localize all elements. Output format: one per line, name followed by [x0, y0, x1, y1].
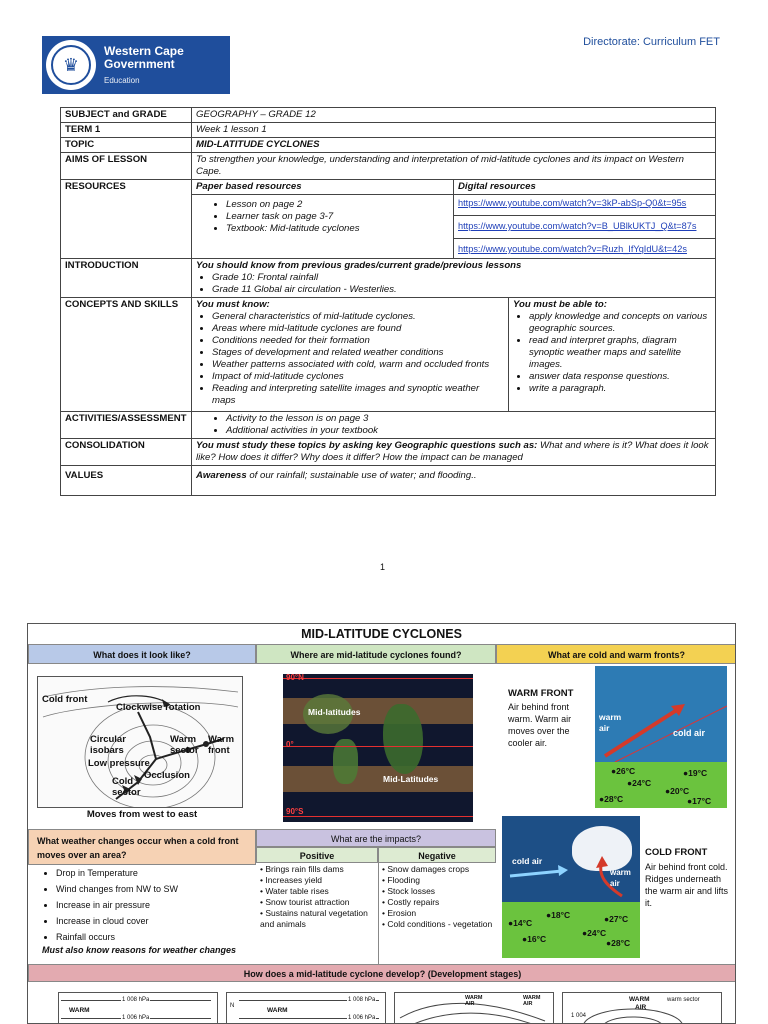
list-item: • Activity to the lesson is on page 3	[226, 413, 711, 425]
temp-reading: ●18°C	[546, 910, 571, 920]
must-able-heading: You must be able to:	[513, 299, 607, 310]
list-item: • Costly repairs	[382, 897, 440, 907]
list-item: • Stages of development and related weather conditions	[212, 347, 504, 359]
label-warm-front: Warm front	[208, 734, 235, 756]
isobar-label: 1 006 hPa	[121, 1013, 150, 1024]
air-label: WARM	[629, 996, 650, 1003]
values-bold: Awareness	[196, 470, 247, 481]
label-mid-latitudes-south: Mid-Latitudes	[383, 774, 439, 784]
aims-label: AIMS OF LESSON	[61, 153, 192, 180]
page-number: 1	[380, 562, 386, 572]
list-item: • Textbook: Mid-latitude cyclones	[226, 223, 449, 235]
coat-of-arms-icon: ♛	[46, 40, 96, 90]
question-weather-changes: What weather changes occur when a cold front moves over an area?	[28, 829, 256, 865]
values-label: VALUES	[61, 466, 192, 496]
temp-reading: ●20°C	[665, 786, 690, 796]
temp-reading: ●28°C	[606, 938, 631, 948]
topic-label: TOPIC	[61, 138, 192, 153]
list-item: • Grade 10: Frontal rainfall	[212, 272, 711, 284]
isobar-label: 1 004	[571, 1013, 587, 1019]
cold-air-label: cold air	[512, 856, 543, 866]
consolidation-text: What and where is it? What does it look like? How does it differ? Why does it differ? How the impact can be managed	[196, 440, 709, 463]
cold-front-heading: COLD FRONT	[645, 847, 708, 858]
table-row	[61, 466, 716, 496]
mid-latitude-band-south	[283, 766, 473, 792]
resources-label: RESOURCES	[61, 180, 192, 259]
list-item: • Increase in air pressure	[56, 897, 256, 913]
label-warm-sector: Warm sector	[170, 734, 199, 756]
consolidation-label: CONSOLIDATION	[61, 439, 192, 466]
weather-changes-list	[28, 865, 256, 945]
list-item: • Brings rain fills dams	[260, 864, 344, 874]
list-item: • Snow damages crops	[382, 864, 470, 874]
list-item: • Increase in cloud cover	[56, 913, 256, 929]
question-fronts: What are cold and warm fronts?	[496, 644, 736, 664]
digital-resources-header: Digital resources	[454, 180, 716, 195]
warm-front-diagram	[595, 666, 727, 808]
must-know-heading: You must know:	[196, 299, 270, 310]
consolidation-bold: You must study these topics by asking key Geographic questions such as:	[196, 440, 538, 451]
paper-resources-list	[192, 195, 454, 259]
list-item: • Water table rises	[260, 886, 329, 896]
warm-front-text: Air behind front warm. Warm air moves over the cooler air.	[508, 702, 572, 748]
weather-changes-note: Must also know reasons for weather changes	[42, 945, 237, 955]
table-row	[61, 108, 716, 123]
world-map-image	[283, 674, 473, 822]
temp-reading: ●24°C	[627, 778, 652, 788]
logo-line1: Western Cape	[104, 43, 184, 58]
table-row	[61, 298, 716, 412]
list-item: • Stock losses	[382, 886, 436, 896]
list-item: • Learner task on page 3-7	[226, 211, 449, 223]
cold-front-diagram	[502, 816, 640, 958]
list-item: • Lesson on page 2	[226, 199, 449, 211]
temp-reading: ●16°C	[522, 934, 547, 944]
values-text: of our rainfall; sustainable use of water; and flooding..	[246, 470, 477, 481]
temp-reading: ●26°C	[611, 766, 636, 776]
term-label: TERM 1	[61, 123, 192, 138]
question-look-like: What does it look like?	[28, 644, 256, 664]
list-item: • Snow tourist attraction	[260, 897, 350, 907]
activities-label: ACTIVITIES/ASSESSMENT	[61, 412, 192, 439]
synoptic-map	[37, 676, 243, 808]
positive-header: Positive	[256, 847, 378, 863]
list-item: • Flooding	[382, 875, 420, 885]
list-item: • Wind changes from NW to SW	[56, 881, 256, 897]
warm-sector-label: warm sector	[667, 997, 700, 1003]
label-90s: 90°S	[286, 807, 304, 816]
continent-shape	[383, 704, 423, 774]
list-item: • write a paragraph.	[529, 383, 711, 395]
directorate-label: Directorate: Curriculum FET	[583, 36, 720, 48]
table-row	[61, 153, 716, 180]
list-item: • Weather patterns associated with cold, warm and occluded fronts	[212, 359, 504, 371]
digital-link-1[interactable]: https://www.youtube.com/watch?v=3kP-abSp-Q0&t=95s	[458, 198, 687, 208]
poster-title: MID-LATITUDE CYCLONES	[301, 627, 462, 641]
development-stage-1	[58, 992, 218, 1024]
temp-reading: ●24°C	[582, 928, 607, 938]
table-row	[61, 123, 716, 138]
paper-resources-header: Paper based resources	[192, 180, 454, 195]
aims-value: To strengthen your knowledge, understanding and interpretation of mid-latitude cyclones and its impact on Western Cape.	[192, 153, 716, 180]
cold-air-label: cold air	[673, 728, 706, 738]
question-impacts: What are the impacts?	[256, 829, 496, 847]
list-item: • Conditions needed for their formation	[212, 335, 504, 347]
label-cold-front: Cold front	[42, 694, 88, 705]
line-equator	[283, 746, 473, 747]
air-label: WARM AIR	[523, 995, 541, 1007]
list-item: • General characteristics of mid-latitude cyclones.	[212, 311, 504, 323]
label-cold-sector: Cold sector	[112, 776, 141, 798]
negative-header: Negative	[378, 847, 496, 863]
lesson-plan-table	[60, 107, 716, 496]
air-label: WARM	[267, 1007, 288, 1014]
wcg-logo	[42, 36, 230, 94]
line-90n	[283, 678, 473, 679]
label-0: 0°	[286, 740, 294, 749]
subject-value: GEOGRAPHY – GRADE 12	[192, 108, 716, 123]
table-row	[61, 412, 716, 439]
temp-reading: ●27°C	[604, 914, 629, 924]
temp-reading: ●14°C	[508, 918, 533, 928]
temp-reading: ●19°C	[683, 768, 708, 778]
introduction-heading: You should know from previous grades/current grade/previous lessons	[196, 260, 522, 271]
list-item: • Additional activities in your textbook	[226, 425, 711, 437]
temp-reading: ●28°C	[599, 794, 624, 804]
label-circular-isobars: Circular isobars	[90, 734, 126, 756]
list-item: • Increases yield	[260, 875, 323, 885]
warm-front-heading: WARM FRONT	[508, 688, 574, 699]
question-development: How does a mid-latitude cyclone develop? (Development stages)	[28, 964, 736, 982]
air-label: WARM AIR	[465, 995, 483, 1007]
development-stage-4	[562, 992, 722, 1024]
air-label: AIR	[635, 1004, 647, 1011]
introduction-label: INTRODUCTION	[61, 259, 192, 298]
list-item: • Rainfall occurs	[56, 929, 256, 945]
weather-changes-panel	[28, 865, 256, 965]
list-item: • Sustains natural vegetation and animals	[260, 908, 368, 929]
isobar-label: 1 008 hPa	[121, 995, 150, 1006]
temp-reading: ●17°C	[687, 796, 712, 806]
warm-air-label: warm air	[599, 712, 622, 733]
list-item: • apply knowledge and concepts on various geographic sources.	[529, 311, 711, 335]
list-item: • Impact of mid-latitude cyclones	[212, 371, 504, 383]
positive-impacts-list	[260, 864, 376, 930]
list-item: • Drop in Temperature	[56, 865, 256, 881]
term-value: Week 1 lesson 1	[192, 123, 716, 138]
synoptic-caption: Moves from west to east	[86, 809, 198, 820]
question-where-found: Where are mid-latitude cyclones found?	[256, 644, 496, 664]
isobar-label: 1 006 hPa	[347, 1013, 376, 1024]
label-mid-latitudes-north: Mid-latitudes	[308, 707, 361, 717]
label-low-pressure: Low pressure	[88, 758, 150, 769]
development-stage-3	[394, 992, 554, 1024]
cold-front-text: Air behind front cold. Ridges underneath the warm air and lifts it.	[645, 862, 729, 908]
list-item: • Grade 11 Global air circulation - Westerlies.	[212, 284, 711, 296]
isobar-label: 1 008 hPa	[347, 995, 376, 1006]
list-item: • Cold conditions - vegetation	[382, 919, 493, 929]
list-item: • Areas where mid-latitude cyclones are found	[212, 323, 504, 335]
north-arrow-label: N	[230, 1003, 235, 1009]
concepts-label: CONCEPTS AND SKILLS	[61, 298, 192, 412]
digital-link-2[interactable]: https://www.youtube.com/watch?v=B_UBlkUKTJ_Q&t=87s	[458, 221, 697, 231]
topic-value: MID-LATITUDE CYCLONES	[192, 138, 716, 153]
list-item: • read and interpret graphs, diagram synoptic weather maps and satellite images.	[529, 335, 711, 371]
label-clockwise-rotation: Clockwise rotation	[116, 702, 201, 713]
logo-line2: Government	[104, 56, 175, 71]
list-item: • Erosion	[382, 908, 417, 918]
label-occlusion: Occlusion	[144, 770, 190, 781]
table-row	[61, 439, 716, 466]
negative-impacts-list	[382, 864, 494, 930]
development-stage-2	[226, 992, 386, 1024]
mid-latitude-cyclones-poster	[27, 623, 736, 1024]
label-90n: 90°N	[286, 674, 304, 682]
digital-link-3[interactable]: https://www.youtube.com/watch?v=Ruzh_IfYqIdU&t=42s	[458, 244, 687, 254]
table-row	[61, 180, 716, 195]
line-90s	[283, 816, 473, 817]
logo-subtitle: Education	[104, 75, 140, 85]
warm-air-label: warm air	[610, 868, 631, 888]
list-item: • Reading and interpreting satellite images and synoptic weather maps	[212, 383, 504, 407]
list-item: • answer data response questions.	[529, 371, 711, 383]
air-label: WARM	[69, 1007, 90, 1014]
subject-label: SUBJECT and GRADE	[61, 108, 192, 123]
table-row	[61, 259, 716, 298]
table-row	[61, 138, 716, 153]
